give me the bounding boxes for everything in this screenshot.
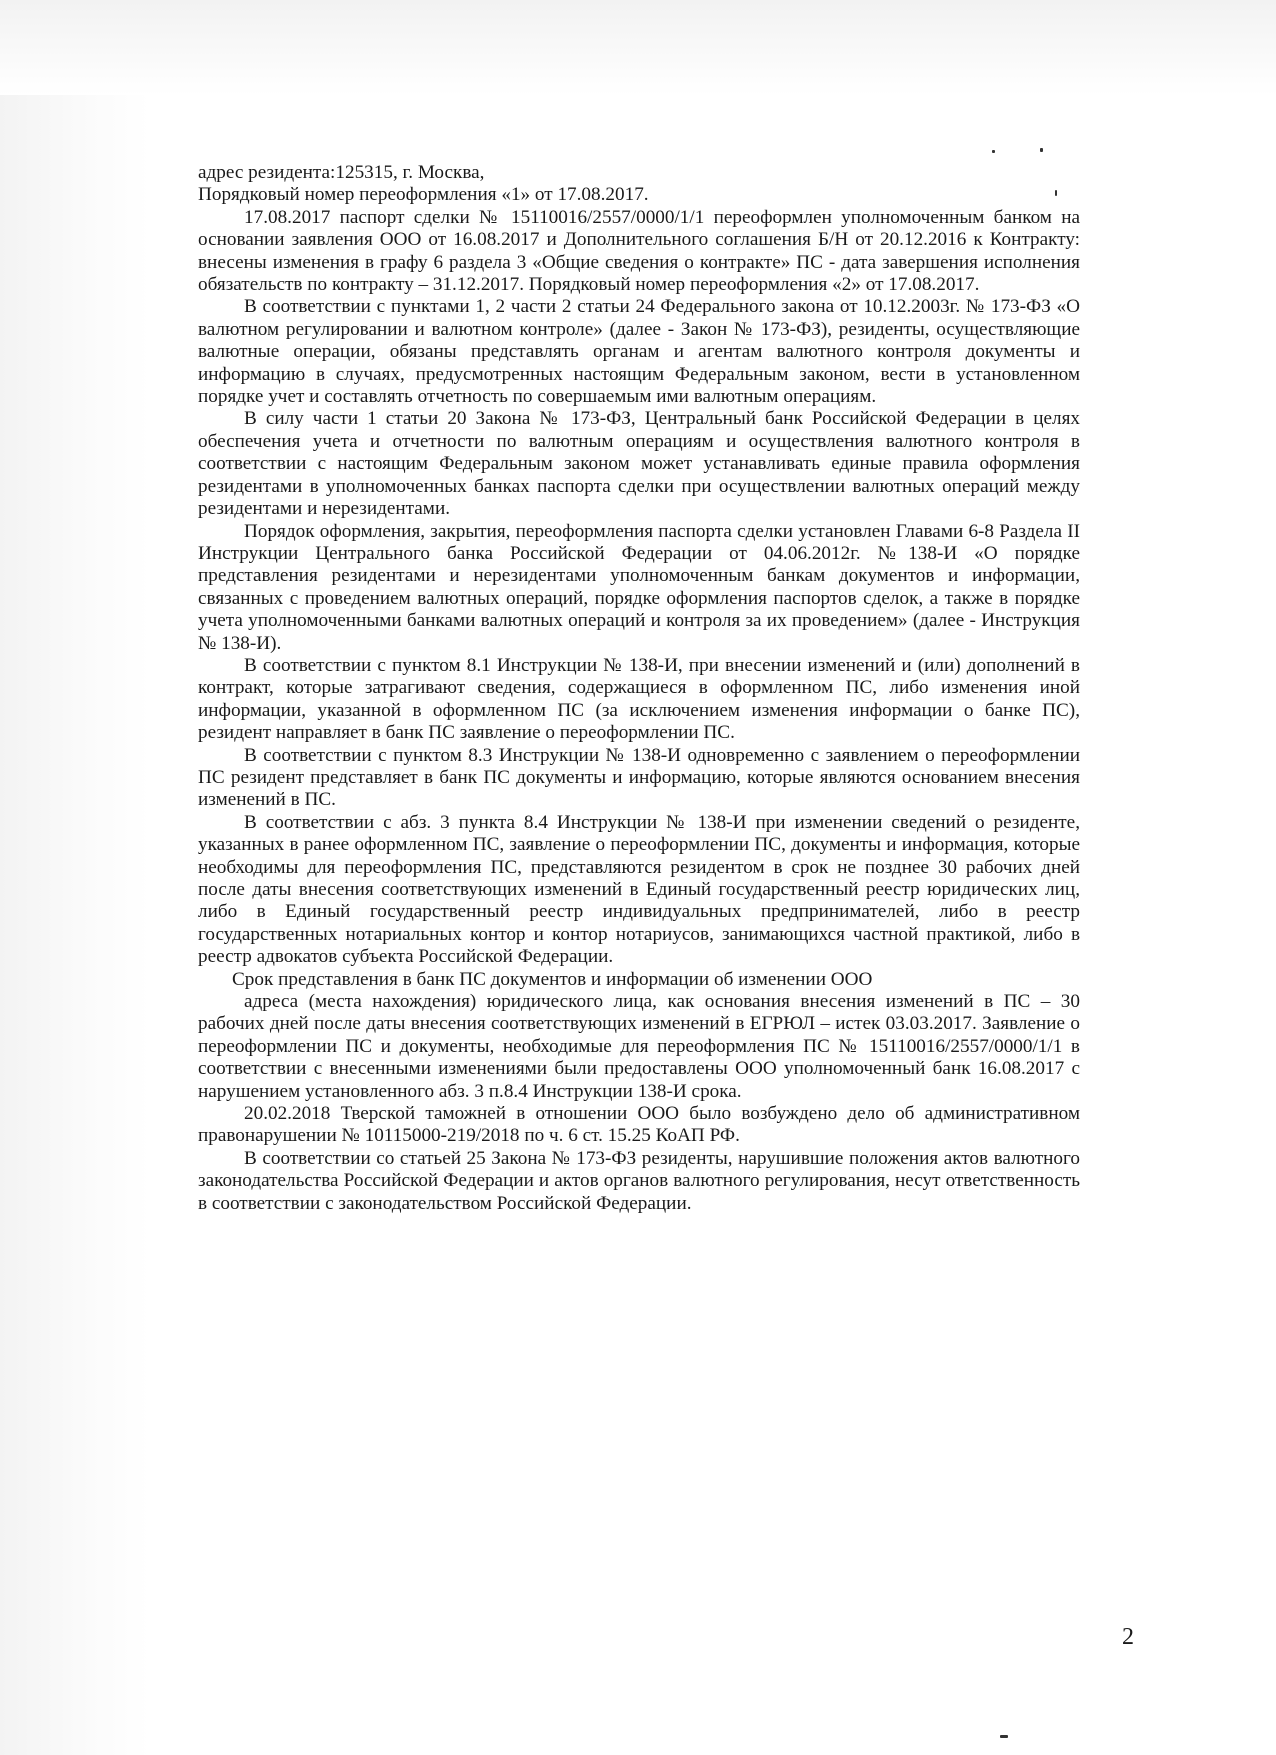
scan-shadow-left: [0, 0, 150, 1755]
paragraph-deadline-heading: Срок представления в банк ПС документов и информации об изменении ООО: [232, 968, 873, 990]
scan-speck: [1000, 1735, 1008, 1738]
paragraph-law-173: В соответствии с пунктами 1, 2 части 2 статьи 24 Федерального закона от 10.12.2003г. № 173-ФЗ «О валютном регулировании и валютном контроле» (далее - Закон № 173-ФЗ), резиденты, осуществляющие валютные операции, обязаны представлять органам и агентам валютного контроля документы и информацию в случаях, предусмотренных настоящим Федеральным законом, вести в установленном порядке учет и составлять отчетность по совершаемым ими валютным операциям.: [198, 296, 1080, 408]
paragraph-customs-case: 20.02.2018 Тверской таможней в отношении ООО было возбуждено дело об административном правонарушении № 10115000-219/2018 по ч. 6 ст. 15.25 КоАП РФ.: [198, 1103, 1080, 1147]
resident-address: адрес резидента:125315, г. Москва,: [198, 162, 485, 183]
scan-speck: [1055, 190, 1057, 196]
paragraph-article-25: В соответствии со статьей 25 Закона № 173-ФЗ резиденты, нарушившие положения актов валютного законодательства Российской Федерации и актов органов валютного регулирования, несут ответственность в соответствии с законодательством Российской Федерации.: [198, 1147, 1080, 1214]
scan-shadow-top: [0, 0, 1276, 95]
paragraph-point-8-3: В соответствии с пунктом 8.3 Инструкции № 138-И одновременно с заявлением о переоформлении ПС резидент представляет в банк ПС документы и информацию, которые являются основанием внесения изменений в ПС.: [198, 744, 1080, 811]
document-body: [198, 162, 1080, 1215]
scan-speck: [992, 150, 995, 153]
paragraph-instruction-138: Порядок оформления, закрытия, переоформления паспорта сделки установлен Главами 6-8 Раздела II Инструкции Центрального банка Российской Федерации от 04.06.2012г. №138-И «О порядке представления резидентами и нерезидентами уполномоченным банкам документов и информации, связанных с проведением валютных операций, порядке оформления паспортов сделок, а также в порядке учета уполномоченными банками валютных операций и контроля за их проведением» (далее - Инструкция № 138-И).: [198, 520, 1080, 654]
paragraph-point-8-1: В соответствии с пунктом 8.1 Инструкции № 138-И, при внесении изменений и (или) дополнений в контракт, которые затрагивают сведения, содержащиеся в оформленном ПС, либо изменения иной информации, указанной в оформленном ПС (за исключением изменения информации о банке ПС), резидент направляет в банк ПС заявление о переоформлении ПС.: [198, 654, 1080, 744]
paragraph-point-8-4: В соответствии с абз. 3 пункта 8.4 Инструкции № 138-И при изменении сведений о резиденте, указанных в ранее оформленном ПС, заявление о переоформлении ПС, документы и информация, которые необходимы для переоформления ПС, представляются резидентом в срок не позднее 30 рабочих дней после даты внесения соответствующих изменений в Единый государственный реестр юридических лиц, либо в Единый государственный реестр индивидуальных предпринимателей, либо в реестр государственных нотариальных контор и контор нотариусов, занимающихся частной практикой, либо в реестр адвокатов субъекта Российской Федерации.: [198, 811, 1080, 968]
page-number: 2: [1122, 1624, 1134, 1650]
reissue-number-1: Порядковый номер переоформления «1» от 17.08.2017.: [198, 184, 649, 206]
paragraph-article-20: В силу части 1 статьи 20 Закона № 173-ФЗ, Центральный банк Российской Федерации в целях обеспечения учета и отчетности по валютным операциям и осуществления валютного контроля в соответствии с настоящим Федеральным законом может устанавливать единые правила оформления резидентами в уполномоченных банках паспорта сделки при осуществлении валютных операций между резидентами и нерезидентами.: [198, 408, 1080, 520]
paragraph-deadline: адреса (места нахождения) юридического лица, как основания внесения изменений в ПС – 30 рабочих дней после даты внесения соответствующих изменений в ЕГРЮЛ – истек 03.03.2017. Заявление о переоформлении ПС и документы, необходимые для переоформления ПС № 15110016/2557/0000/1/1 в соответствии с внесенными изменениями были предоставлены ООО уполномоченный банк 16.08.2017 с нарушением установленного абз. 3 п.8.4 Инструкции 138-И срока.: [198, 991, 1080, 1102]
scan-speck: [1040, 148, 1043, 152]
paragraph-reissue-2: 17.08.2017 паспорт сделки № 15110016/2557/0000/1/1 переоформлен уполномоченным банком на основании заявления ООО от 16.08.2017 и Дополнительного соглашения Б/Н от 20.12.2016 к Контракту: внесены изменения в графу 6 раздела 3 «Общие сведения о контракте» ПС - дата завершения исполнения обязательств по контракту – 31.12.2017. Порядковый номер переоформления «2» от 17.08.2017.: [198, 206, 1080, 296]
